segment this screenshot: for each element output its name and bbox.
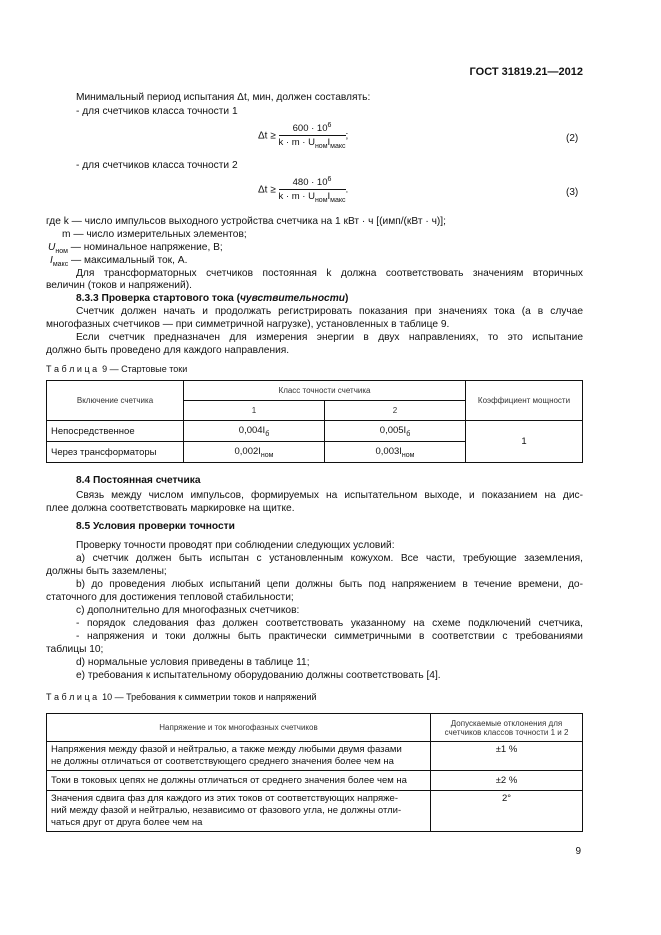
formula-2-numerator: 600 · 10 [292,123,328,135]
s85-line: b) до проведения любых испытаний цепи должны быть под напряжением в течение времени, до- [76,579,583,590]
standard-header: ГОСТ 31819.21—2012 [469,66,583,78]
s85-line: - порядок следования фаз должен соответствовать указанному на схеме подключений счетчика, [76,618,583,629]
intro-line: Минимальный период испытания Δt, мин, должен составлять: [76,92,371,103]
table-9-row-name: Через трансформаторы [47,442,184,463]
formula-2-lhs: Δt ≥ [258,130,276,142]
table-9-header-class1: 1 [184,401,325,421]
table-9-caption-word: Т а б л и ц а [46,364,98,374]
formula-3-number: (3) [566,187,579,198]
table-10-value: ±2 % [431,771,583,791]
section-8-3-3-title [76,293,613,306]
table-10-text-line: Напряжения между фазой и нейтралью, а также между любыми двумя фазами [51,744,402,755]
section-8-3-3-close: ) [345,293,349,304]
formula-3-sub2: макс [330,197,346,205]
s85-line: таблицы 10; [46,644,104,655]
formula-2-exp: 6 [327,122,332,129]
section-8-5-title: 8.5 Условия проверки точности [76,521,235,532]
table-10-value: 2° [431,791,583,832]
definition-m: m — число измерительных элементов; [62,229,247,240]
s85-line: - напряжения и токи должны быть практически симметричными в соответствии с требованиями [76,631,583,642]
table-9-value: 0,003I [375,445,402,457]
section-8-4-title: 8.4 Постоянная счетчика [76,475,201,486]
unom-symbol: U [48,242,56,253]
table-10-value: ±1 % [431,742,583,771]
table-9 [46,380,583,463]
page-number: 9 [575,846,581,857]
table-9-value-sub: б [406,430,411,438]
table-10-text-line: ний между фазой и нейтралью, независимо от фазового угла, не должны отли- [51,805,402,816]
table-10-caption-word: Т а б л и ц а [46,692,98,702]
unom-sub: ном [55,248,68,256]
imax-text: — максимальный ток, А. [68,255,188,266]
table-9-cell [325,421,466,442]
formula-3-lhs: Δt ≥ [258,184,276,196]
formula-2-tail: ; [345,130,349,142]
formula-3-sub1: ном [314,197,328,205]
table-9-header-switch: Включение счетчика [47,381,184,421]
formula-2-sub1: ном [314,143,328,151]
s833-p2-line1: Если счетчик предназначен для измерения энергии в двух направлениях, то это испытание [76,332,583,343]
imax-sub: макс [52,261,69,269]
s833-p1-line1: Счетчик должен начать и продолжать регистрировать показания при значениях тока (а в случае [76,306,583,317]
table-10-header-2-line1: Допускаемые отклонения для [450,718,563,728]
table-10-text-line: чаться друг от друга более чем на [51,817,203,828]
s84-line1: Связь между числом импульсов, формируемых на испытательном выходе, и показанием на дис- [76,490,583,501]
formula-3-tail: . [345,184,349,196]
table-10-caption [46,692,317,702]
s833-p2-line2: должно быть проведено для каждого направления. [46,345,290,356]
table-10-text-line: Значения сдвига фаз для каждого из этих токов от соответствующих напряже- [51,793,398,804]
s85-line: статочного для достижения тепловой стабильности; [46,592,294,603]
formula-3-i: I [327,191,331,203]
table-10 [46,713,583,832]
unom-text: — номинальное напряжение, В; [67,242,223,253]
formula-3-numerator: 480 · 10 [292,177,328,189]
table-9-header-pf: Коэффициент мощности [466,381,583,421]
s85-line: должны быть заземлены; [46,566,167,577]
transformer-line-2: величин (токов и напряжений). [46,280,192,291]
formula-3-exp: 6 [327,176,332,183]
table-10-header-1: Напряжение и ток многофазных счетчиков [47,714,431,742]
formula-2 [258,122,348,150]
formula-2-number: (2) [566,133,579,144]
s85-line: c) дополнительно для многофазных счетчиков: [76,605,300,616]
formula-2-sub2: макс [330,143,346,151]
table-9-cell [325,442,466,463]
formula-2-denominator: k · m · U [278,137,315,149]
formula-3 [258,176,348,204]
table-9-header-class: Класс точности счетчика [184,381,466,401]
table-10-header-2 [431,714,583,742]
table-9-caption [46,364,187,374]
table-9-cell [184,421,325,442]
class1-label: - для счетчиков класса точности 1 [76,106,238,117]
formula-2-i: I [327,137,331,149]
section-8-3-3-italic: чувствительности [239,293,345,304]
definition-k: где k — число импульсов выходного устройства счетчика на 1 кВт · ч [(имп/(кВт · ч)]; [46,216,446,227]
table-9-value-sub: ном [260,451,274,459]
formula-3-denominator: k · m · U [278,191,315,203]
s833-p1-line2: многофазных счетчиков — при симметричной нагрузке), установленных в таблице 9. [46,319,450,330]
table-9-value: 0,004I [238,424,266,436]
table-10-header-2-line2: счетчиков классов точности 1 и 2 [444,727,569,737]
s84-line2: плее должна соответствовать маркировке на щитке. [46,503,295,514]
section-8-3-3-heading: Проверка стартового тока ( [101,293,240,304]
table-10-row-text [47,791,431,832]
table-10-caption-text: 10 — Требования к симметрии токов и напряжений [102,692,317,702]
s85-line: Проверку точности проводят при соблюдении следующих условий: [76,540,395,551]
s85-line: e) требования к испытательному оборудованию должны соответствовать [4]. [76,670,441,681]
table-9-value: 0,002I [234,445,261,457]
imax-symbol: I [50,255,53,266]
table-9-header-class2: 2 [325,401,466,421]
table-9-pf-value: 1 [466,421,583,463]
table-9-value-sub: б [265,430,270,438]
table-10-row-text [47,742,431,771]
class2-label: - для счетчиков класса точности 2 [76,160,238,171]
s85-line: a) счетчик должен быть испытан с установленным кожухом. Все части, требующие заземления, [76,553,583,564]
table-9-row-name: Непосредственное [47,421,184,442]
table-10-text-line: не должны отличаться от соответствующего среднего значения более чем на [51,756,394,767]
table-9-value: 0,005I [379,424,407,436]
section-8-3-3-number: 8.3.3 [76,293,99,304]
s85-line: d) нормальные условия приведены в таблице 11; [76,657,310,668]
table-9-value-sub: ном [401,451,415,459]
transformer-line-1: Для трансформаторных счетчиков постоянная k должна соответствовать значениям вторичных [76,268,583,279]
table-9-caption-text: 9 — Стартовые токи [102,364,188,374]
table-9-cell [184,442,325,463]
table-10-row-text: Токи в токовых цепях не должны отличаться от среднего значения более чем на [47,771,431,791]
